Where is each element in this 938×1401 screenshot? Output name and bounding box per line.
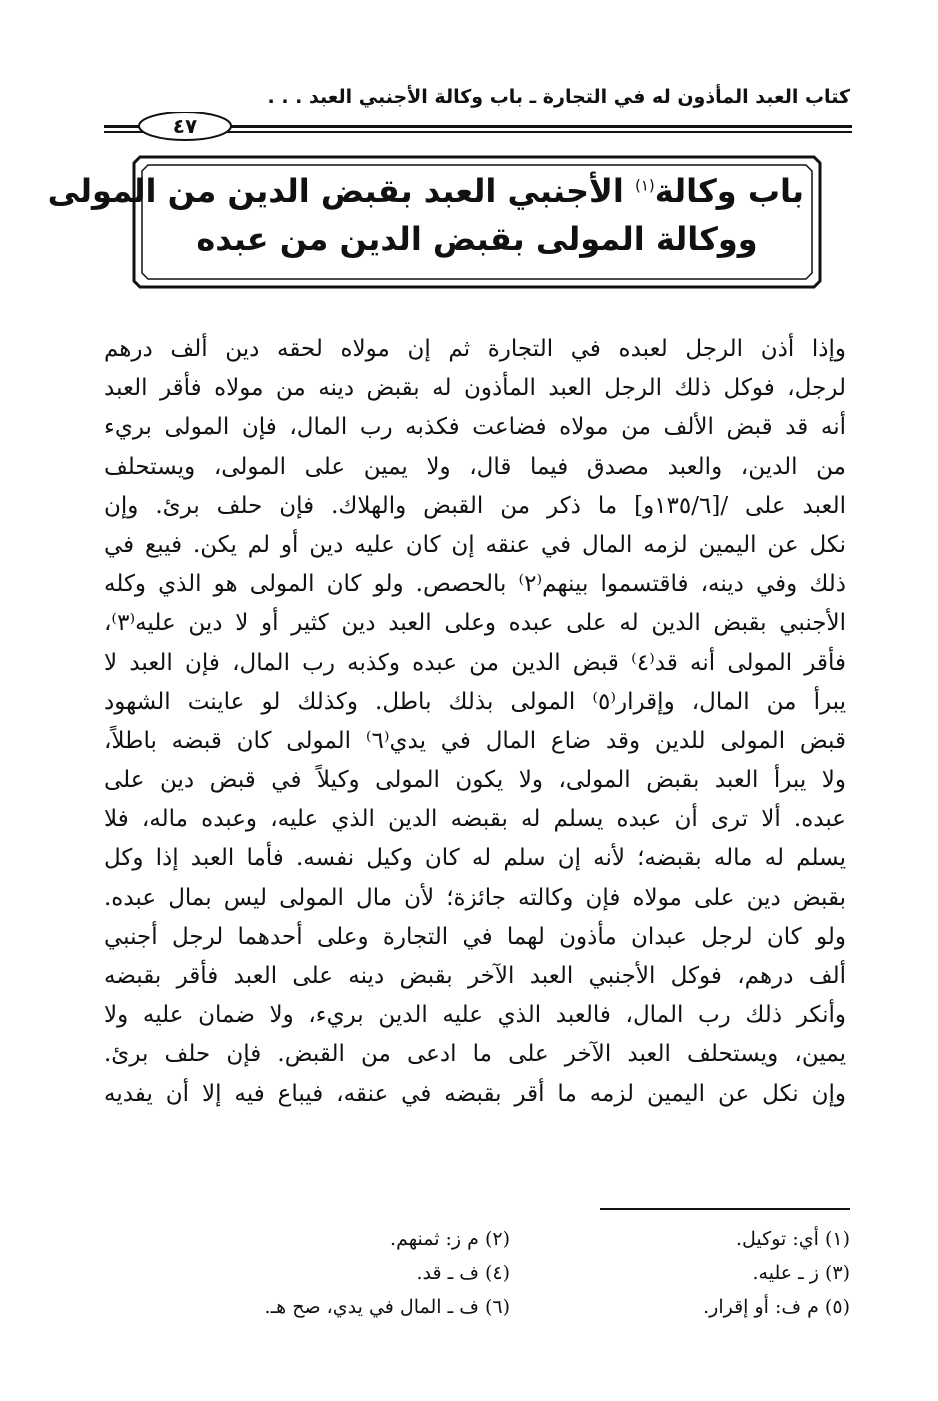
footnotes xyxy=(170,1222,850,1324)
footnote-6: (٦) ف ـ المال في يدي، صح هـ. xyxy=(264,1296,510,1318)
body-line: فأقر المولى أنه قد⁽٤⁾ قبض الدين من عبده وكذبه رب المال، فإن العبد لا xyxy=(104,649,846,676)
body-line: يبرأ من المال، وإقرار⁽٥⁾ المولى بذلك باطل. وكذلك لو عاينت الشهود xyxy=(104,688,846,715)
body-line: عبده. ألا ترى أن عبده يسلم له بقبضه الدين الذي عليه، وعبده ماله، فلا xyxy=(104,806,846,833)
body-line: من الدين، والعبد مصدق فيما قال، ولا يمين على المولى، ويستحلف xyxy=(104,453,846,480)
body-line: أنه قد قبض الألف من مولاه فضاعت فكذبه رب المال، فإن المولى بريء xyxy=(104,414,846,441)
body-line: نكل عن اليمين لزمه المال في عنقه إن كان عليه دين أو لم يكن. فيبع في xyxy=(104,531,846,558)
chapter-title-line-1 xyxy=(47,172,804,210)
chapter-title-line-1-post: الأجنبي العبد بقبض الدين من المولى xyxy=(47,172,635,210)
body-line: وإذا أذن الرجل لعبده في التجارة ثم إن مولاه لحقه دين ألف درهم xyxy=(104,336,846,362)
footnote-row xyxy=(170,1256,850,1290)
body-line: الأجنبي بقبض الدين له على عبده وعلى العبد دين كثير أو لا دين عليه⁽٣⁾، xyxy=(104,610,846,637)
body-line: يسلم له ماله بقبضه؛ لأنه إن سلم له كان وكيل نفسه. فأما العبد إذا وكل xyxy=(104,845,846,872)
body-line: ولو كان لرجل عبدان مأذون لهما في التجارة وعلى أحدهما لرجل أجنبي xyxy=(104,923,846,950)
body-line: يمين، ويستحلف العبد الآخر على ما ادعى من القبض. فإن حلف برئ. xyxy=(104,1041,846,1068)
body-line: وأنكر ذلك رب المال، فالعبد الذي عليه الدين بريء، ولا ضمان عليه ولا xyxy=(104,1002,846,1029)
footnote-row xyxy=(170,1290,850,1324)
footnote-1: (١) أي: توكيل. xyxy=(736,1228,850,1250)
body-text xyxy=(104,330,846,1114)
footnote-4: (٤) ف ـ قد. xyxy=(416,1262,510,1284)
running-head: كتاب العبد المأذون له في التجارة ـ باب وكالة الأجنبي العبد . . . xyxy=(267,86,850,108)
body-line: قبض المولى للدين وقد ضاع المال في يدي⁽٦⁾ المولى كان قبضه باطلاً، xyxy=(104,727,846,754)
body-line: العبد على /[١٣٥/٦و] ما ذكر من القبض والهلاك. فإن حلف برئ. وإن xyxy=(104,492,846,519)
page-number: ٤٧ xyxy=(172,114,198,138)
body-line: بقبض دين على مولاه فإن وكالته جائزة؛ لأن مال المولى ليس بمال عبده. xyxy=(104,884,846,911)
footnote-ref-1: (١) xyxy=(634,176,655,195)
body-line: وإن نكل عن اليمين لزمه ما أقر بقبضه في عنقه، فيباع فيه إلا أن يفديه xyxy=(104,1080,846,1107)
body-line: ولا يبرأ العبد بقبض المولى، ولا يكون المولى وكيلاً في قبض دين على xyxy=(104,767,846,794)
footnote-row xyxy=(170,1222,850,1256)
body-line: لرجل، فوكل ذلك الرجل العبد المأذون له بقبض دينه من مولاه فأقر العبد xyxy=(104,375,846,402)
chapter-title-line-1-pre: باب وكالة xyxy=(654,172,804,210)
footnote-3: (٣) ز ـ عليه. xyxy=(752,1262,850,1284)
footnote-5: (٥) م ف: أو إقرار. xyxy=(703,1296,850,1318)
footnote-separator xyxy=(600,1208,850,1210)
chapter-title-line-2: ووكالة المولى بقبض الدين من عبده xyxy=(196,220,758,258)
body-line: ألف درهم، فوكل الأجنبي العبد الآخر بقبض دينه على العبد فأقر بقبضه xyxy=(104,963,846,989)
footnote-2: (٢) م ز: ثمنهم. xyxy=(390,1228,510,1250)
body-line: ذلك وفي دينه، فاقتسموا بينهم⁽٢⁾ بالحصص. ولو كان المولى هو الذي وكله xyxy=(104,571,846,598)
